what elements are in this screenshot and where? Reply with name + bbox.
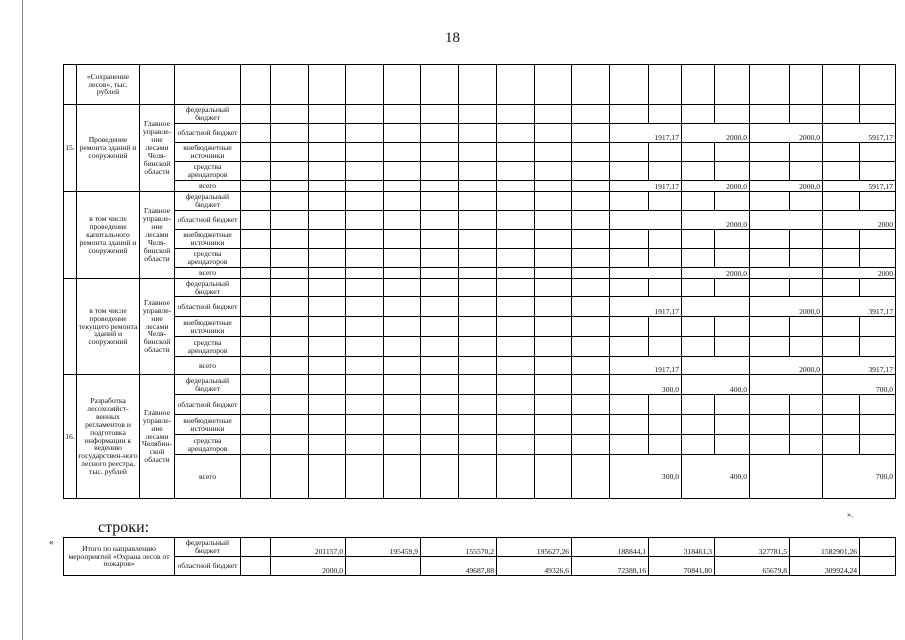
table-row [64,557,896,576]
funding-source: внебюджетные источники [175,415,241,435]
item-title: в том числе проведение капитального ремонта зданий и сооружений [77,192,140,279]
item-title: Проведение ремонта зданий и сооружений [77,105,140,192]
value-cell: 2000,0 [682,211,750,230]
executor: Главное управле-ние лесами Челя-бинской области [140,192,175,279]
table-row [64,415,896,435]
item-title: в том числе проведение текущего ремонта зданий и сооружений [77,279,140,375]
main-table-wrapper [63,64,893,499]
funding-source: областной бюджет [175,395,241,415]
program-label: «Сохранение лесов», тыс. рублей [77,65,140,105]
value-cell: 195627,26 [497,538,572,557]
table-row [64,230,896,249]
executor: Главное управле-ние лесами Челябин-ской области [140,375,175,499]
funding-source: областной бюджет [175,557,241,576]
table-row [64,279,896,297]
value-cell: 318461,3 [649,538,715,557]
funding-source: всего [175,455,241,499]
value-cell: 49687,88 [421,557,497,576]
value-cell: 2000,0 [682,268,750,279]
value-cell: 2000,0 [682,181,750,192]
table-row [64,375,896,395]
funding-source: всего [175,181,241,192]
value-cell: 1917,17 [610,124,682,143]
table-row [64,192,896,211]
funding-source: внебюджетные источники [175,230,241,249]
value-cell: 188844,1 [572,538,649,557]
main-table [63,64,896,499]
table-row [64,268,896,279]
value-cell: 49326,6 [497,557,572,576]
table-row [64,143,896,162]
value-cell: 2000,0 [750,297,823,317]
value-cell: 700,0 [823,375,896,395]
value-cell: 72388,16 [572,557,649,576]
value-cell: 155570,2 [421,538,497,557]
section-caption: строки: [98,519,150,536]
value-cell: 3917,17 [823,297,896,317]
table-row [64,162,896,181]
funding-source: федеральный бюджет [175,279,241,297]
table-row [64,297,896,317]
value-cell: 400,0 [682,375,750,395]
value-cell: 5917,17 [823,124,896,143]
value-cell: 2000 [823,211,896,230]
value-cell: 327781,5 [715,538,790,557]
row-number: 16. [64,375,77,499]
value-cell: 201157,0 [271,538,346,557]
table-row [64,337,896,357]
value-cell: 2000,0 [750,181,823,192]
table-row [64,317,896,337]
table-row [64,124,896,143]
totals-title: Итого по направлению мероприятий «Охрана лесов от пожаров» [64,538,175,576]
executor: Главное управле-ние лесами Челя-бинской области [140,105,175,192]
value-cell: 195459,9 [346,538,421,557]
funding-source: средства арендаторов [175,435,241,455]
value-cell: 5917,17 [823,181,896,192]
totals-table [63,537,896,576]
row-number: 15. [64,105,77,192]
value-cell: 2000,0 [750,124,823,143]
funding-source: всего [175,357,241,375]
value-cell: 400,0 [682,455,750,499]
value-cell: 1917,17 [610,357,682,375]
value-cell: 2000,0 [271,557,346,576]
funding-source: федеральный бюджет [175,375,241,395]
value-cell: 1917,17 [610,297,682,317]
funding-source: областной бюджет [175,297,241,317]
value-cell: 70841,80 [649,557,715,576]
funding-source: всего [175,268,241,279]
table-row [64,357,896,375]
table-row [64,395,896,415]
page-number: 18 [445,30,460,46]
funding-source: федеральный бюджет [175,538,241,557]
table-row [64,538,896,557]
value-cell: 309924,24 [790,557,860,576]
funding-source: средства арендаторов [175,337,241,357]
funding-source: областной бюджет [175,211,241,230]
table-row [64,435,896,455]
margin-line [22,0,23,640]
item-title: Разработка лесохозяйст-венных регламентов и подготовка информации к ведению государствен-ного лесного реестра, тыс. рублей [77,375,140,499]
funding-source: средства арендаторов [175,162,241,181]
value-cell: 700,0 [823,455,896,499]
table-row [64,105,896,124]
table-row [64,249,896,268]
funding-source: федеральный бюджет [175,192,241,211]
value-cell: 65679,8 [715,557,790,576]
table-row [64,181,896,192]
table-row [64,211,896,230]
funding-source: областной бюджет [175,124,241,143]
table-row [64,455,896,499]
funding-source: федеральный бюджет [175,105,241,124]
value-cell: 300,0 [610,455,682,499]
opening-quote: « [49,537,54,547]
funding-source: внебюджетные источники [175,143,241,162]
value-cell: 2000 [823,268,896,279]
value-cell: 1582901,26 [790,538,860,557]
value-cell: 2000,0 [682,124,750,143]
totals-table-wrapper [63,537,858,576]
executor: Главное управле-ние лесами Челя-бинской области [140,279,175,375]
closing-quote: ». [847,510,853,519]
value-cell: 3917,17 [823,357,896,375]
funding-source: внебюджетные источники [175,317,241,337]
funding-source: средства арендаторов [175,249,241,268]
table-row [64,65,896,105]
value-cell: 300,0 [610,375,682,395]
value-cell: 1917,17 [610,181,682,192]
value-cell: 2000,0 [750,357,823,375]
